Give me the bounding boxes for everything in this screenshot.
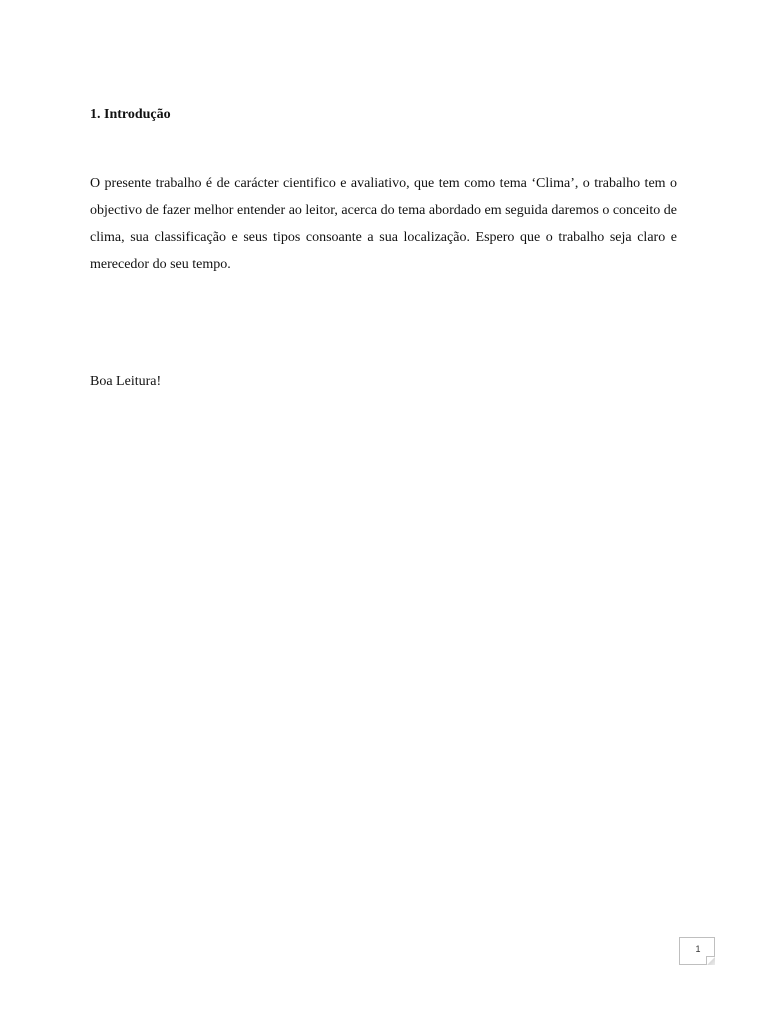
- page-number-box: [679, 937, 715, 965]
- section-heading: 1. Introdução: [90, 107, 171, 122]
- intro-paragraph: O presente trabalho é de carácter cientifico e avaliativo, que tem como tema ‘Clima’, o trabalho tem o objectivo de fazer melhor entender ao leitor, acerca do tema abordado em seguida daremos o conceito de clima, sua classificação e seus tipos consoante a sua localização. Espero que o trabalho seja claro e merecedor do seu tempo.: [90, 176, 677, 272]
- closing-text: Boa Leitura!: [90, 374, 162, 389]
- page-fold-icon: [706, 956, 715, 965]
- page-number: 1: [695, 944, 701, 954]
